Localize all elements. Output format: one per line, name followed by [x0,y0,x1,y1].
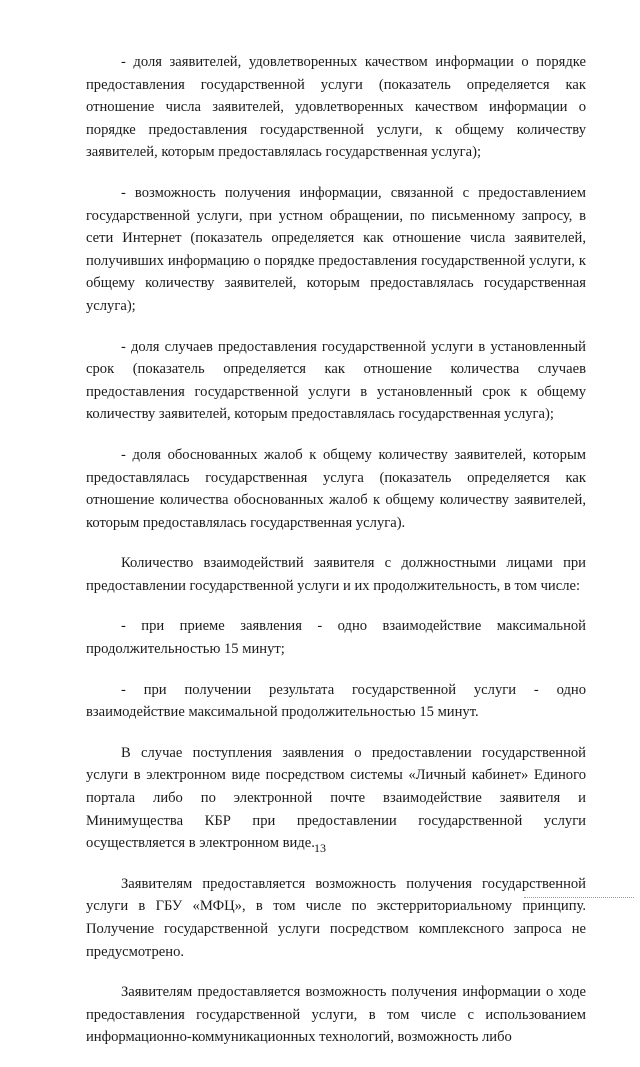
paragraph-mfc-service: Заявителям предоставляется возможность получения государственной услуги в ГБУ «МФЦ», в том числе по экстерриториальному принципу. Получение государственной услуги посредством комплексного запроса не предусмотрено. [86,875,586,960]
document-body [86,51,586,1067]
scan-edge-mark [524,897,634,899]
paragraph-on-time-share: - доля случаев предоставления государственной услуги в установленный срок (показатель определяется как отношение количества случаев предоставления государственной услуги в установленный срок к общему количеству заявителей, которым предоставлялась государственная услуга); [86,338,586,423]
paragraph-progress-information: Заявителям предоставляется возможность получения информации о ходе предоставления государственной услуги, в том числе с использованием информационно-коммуникационных технологий, возможность либо [86,984,586,1046]
paragraph-application-interaction: - при приеме заявления - одно взаимодействие максимальной продолжительностью 15 минут; [86,618,586,658]
paragraph-interactions-count: Количество взаимодействий заявителя с должностными лицами при предоставлении государственной услуги и их продолжительность, в том числе: [86,555,586,594]
paragraph-applicant-satisfaction: - доля заявителей, удовлетворенных качеством информации о порядке предоставления государственной услуги (показатель определяется как отношение числа заявителей, удовлетворенных качеством информации о порядке предоставления государственной услуги, к общему количеству заявителей, которым предоставлялась государственная услуга); [86,54,586,161]
paragraph-electronic-submission: В случае поступления заявления о предоставлении государственной услуги в электронном виде посредством системы «Личный кабинет» Единого портала либо по электронной почте взаимодействие заявителя и Минимущества КБР при предоставлении государственной услуги осуществляется в электронном виде. [86,744,586,852]
page-number: 13 [314,841,326,855]
paragraph-result-interaction: - при получении результата государственной услуги - одно взаимодействие максимальной продолжительностью 15 минут. [86,681,586,721]
paragraph-complaints-share: - доля обоснованных жалоб к общему количеству заявителей, которым предоставлялась государственная услуга (показатель определяется как отношение количества обоснованных жалоб к общему количеству заявителей, которым предоставлялась государственная услуга). [86,446,586,531]
paragraph-information-availability: - возможность получения информации, связанной с предоставлением государственной услуги, при устном обращении, по письменному запросу, в сети Интернет (показатель определяется как отношение числа заявителей, получивших информацию о порядке предоставления государственной услуги, к общему количеству заявителей, которым предоставлялась государственная услуга); [86,184,586,314]
